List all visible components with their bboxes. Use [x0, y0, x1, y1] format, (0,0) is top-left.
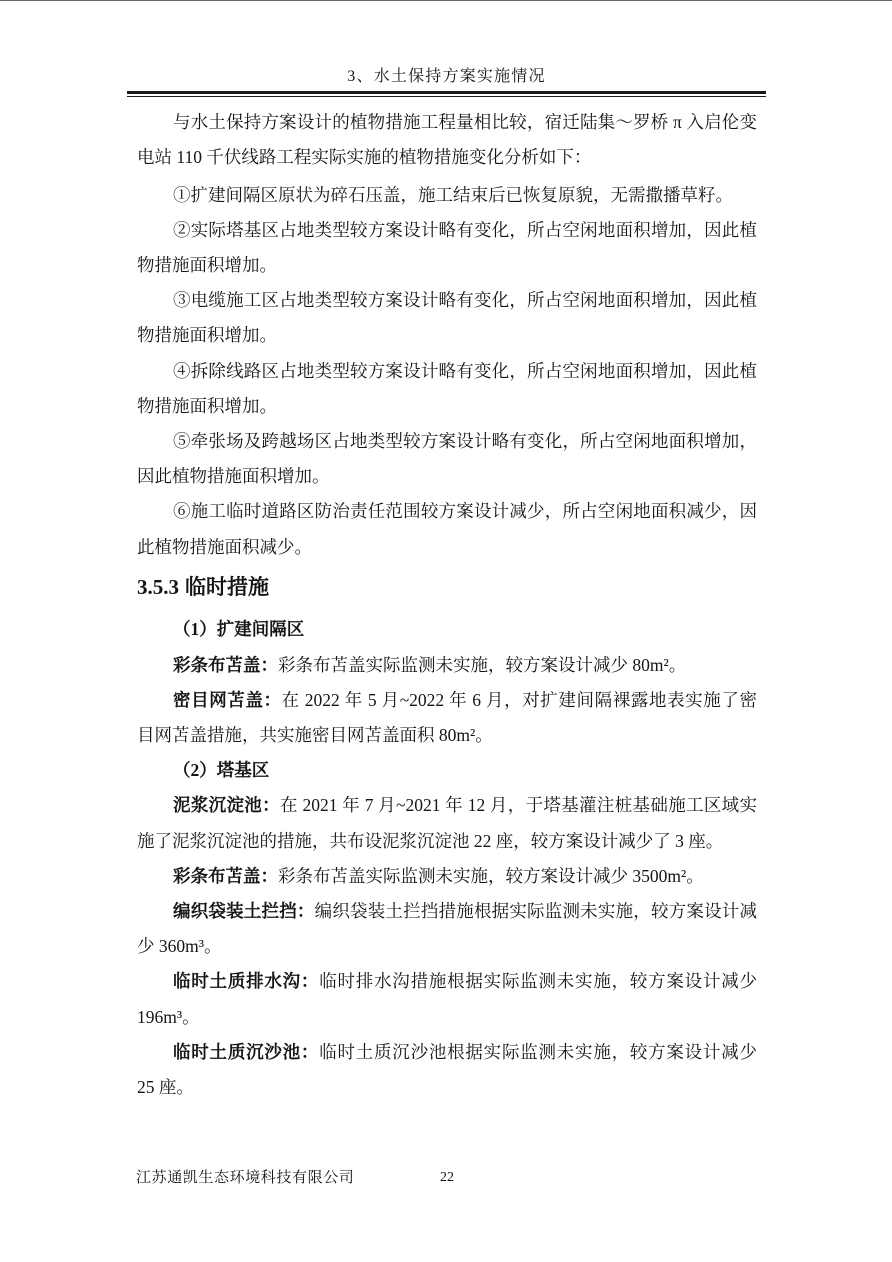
measure-label: 临时土质沉沙池：	[173, 1041, 320, 1062]
subsection-title: （1）扩建间隔区	[173, 619, 305, 640]
measure-paragraph	[137, 648, 757, 683]
measure-label: 编织袋装土拦挡：	[173, 901, 315, 922]
section-heading	[137, 570, 757, 605]
running-header: 3、水土保持方案实施情况	[347, 68, 546, 85]
measure-text: 彩条布苫盖实际监测未实施，较方案设计减少 80m²。	[278, 654, 687, 675]
measure-text: 在 2022 年 5 月~2022 年 6 月，对扩建间隔裸露地表实施了密	[281, 689, 758, 710]
measure-text: 临时排水沟措施根据实际监测未实施，较方案设计减少	[319, 971, 758, 992]
analysis-item-1	[137, 178, 757, 213]
text-line: 物措施面积增加。	[137, 395, 277, 416]
text-line: ⑥施工临时道路区防治责任范围较方案设计减少，所占空闲地面积减少，因	[173, 501, 757, 522]
page-top-edge	[0, 0, 892, 1]
header-rule-thin	[127, 96, 766, 97]
measure-paragraph	[137, 964, 757, 1034]
header-rule-thick	[127, 91, 766, 94]
text-line: 196m³。	[137, 1006, 200, 1027]
text-line: ②实际塔基区占地类型较方案设计略有变化，所占空闲地面积增加，因此植	[173, 219, 757, 240]
text-line: ⑤牵张场及跨越场区占地类型较方案设计略有变化，所占空闲地面积增加，	[173, 431, 757, 452]
measure-text: 编织袋装土拦挡措施根据实际监测未实施，较方案设计减	[314, 901, 757, 922]
text-line: 因此植物措施面积增加。	[137, 466, 330, 487]
measure-paragraph	[137, 1035, 757, 1105]
measure-paragraph	[137, 859, 757, 894]
analysis-item-6	[137, 494, 757, 564]
measure-label: 彩条布苫盖：	[173, 654, 278, 675]
text-line: ④拆除线路区占地类型较方案设计略有变化，所占空闲地面积增加，因此植	[173, 360, 757, 381]
page-number: 22	[440, 1170, 454, 1185]
analysis-item-2	[137, 213, 757, 283]
measure-label: 临时土质排水沟：	[173, 971, 320, 992]
text-line: ③电缆施工区占地类型较方案设计略有变化，所占空闲地面积增加，因此植	[173, 290, 757, 311]
text-line: 物措施面积增加。	[137, 255, 277, 275]
measure-label: 密目网苫盖：	[173, 689, 282, 710]
measure-text: 彩条布苫盖实际监测未实施，较方案设计减少 3500m²。	[278, 865, 704, 886]
text-line: 施了泥浆沉淀池的措施，共布设泥浆沉淀池 22 座，较方案设计减少了 3 座。	[137, 830, 724, 851]
text-line	[137, 894, 757, 929]
measure-paragraph	[137, 894, 757, 964]
text-line: 与水土保持方案设计的植物措施工程量相比较，宿迁陆集～罗桥 π 入启伦变	[173, 111, 757, 132]
intro-paragraph	[137, 105, 757, 175]
text-line: 少 360m³。	[137, 936, 222, 957]
body-text	[137, 105, 757, 1106]
text-line	[137, 859, 757, 894]
footer-company: 江苏通凯生态环境科技有限公司	[136, 1170, 355, 1186]
measure-label: 泥浆沉淀池：	[173, 795, 280, 816]
text-line: 电站 110 千伏线路工程实际实施的植物措施变化分析如下：	[137, 146, 592, 167]
text-line	[137, 964, 757, 999]
text-line: 此植物措施面积减少。	[137, 536, 312, 557]
analysis-item-4	[137, 354, 757, 424]
section-number: 3.5.3	[137, 575, 179, 600]
analysis-item-3	[137, 283, 757, 353]
measure-paragraph	[137, 683, 757, 753]
text-line	[137, 683, 757, 718]
text-line: ①扩建间隔区原状为碎石压盖，施工结束后已恢复原貌，无需撒播草籽。	[173, 184, 733, 205]
measure-text: 临时土质沉沙池根据实际监测未实施，较方案设计减少	[319, 1041, 758, 1062]
measure-paragraph	[137, 788, 757, 858]
text-line	[137, 648, 757, 683]
section-title: 临时措施	[185, 575, 269, 600]
text-line	[137, 788, 757, 823]
text-line: 25 座。	[137, 1077, 194, 1098]
analysis-item-5	[137, 424, 757, 494]
measure-label: 彩条布苫盖：	[173, 865, 278, 886]
text-line: 目网苫盖措施，共实施密目网苫盖面积 80m²。	[137, 725, 493, 746]
text-line	[137, 1035, 757, 1070]
subsection-title: （2）塔基区	[173, 760, 270, 781]
text-line: 物措施面积增加。	[137, 325, 277, 346]
measure-text: 在 2021 年 7 月~2021 年 12 月，于塔基灌注桩基础施工区域实	[279, 795, 758, 816]
